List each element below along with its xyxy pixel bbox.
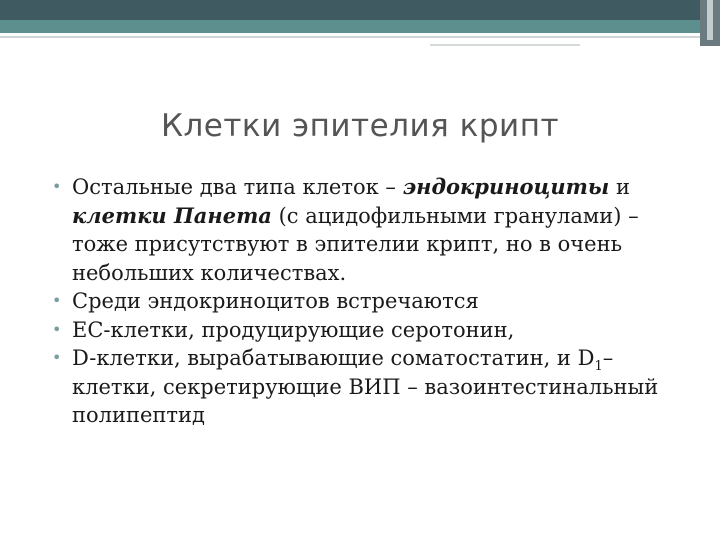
bullet-icon: •	[52, 348, 62, 367]
bullet-text: –клетки, секретирующие ВИП – вазоинтестинальный полипептид	[72, 346, 659, 427]
bullet-item	[52, 287, 672, 316]
header-rule-short	[430, 44, 580, 46]
header-rule-line	[0, 36, 700, 38]
bullet-icon: •	[52, 319, 62, 339]
header-band-dark	[0, 0, 700, 20]
corner-accent-stripe	[707, 0, 713, 40]
bullet-item	[52, 344, 672, 430]
bullet-text: ЕС-клетки, продуцирующие серотонин,	[72, 317, 515, 342]
subscript-index: 1	[594, 359, 603, 375]
bullet-text: D-клетки, вырабатывающие соматостатин, и D	[72, 346, 595, 370]
bullet-text: Остальные два типа клеток –	[72, 175, 403, 199]
bullet-text: (с ацидофильными гранулами) – тоже присутствуют в эпителии крипт, но в очень небольших количествах.	[72, 203, 639, 285]
bullet-icon: •	[52, 177, 62, 196]
bullet-item	[52, 173, 672, 287]
slide-title: Клетки эпителия крипт	[160, 108, 560, 144]
term-endocrinocytes: эндокриноциты	[402, 174, 610, 199]
bullet-text: Среди эндокриноцитов встречаются	[72, 289, 479, 313]
bullet-text: и	[609, 175, 630, 199]
bullet-item	[52, 316, 672, 345]
bullet-icon: •	[52, 291, 62, 310]
header-band-teal	[0, 20, 700, 33]
bullet-list	[52, 173, 672, 430]
term-paneth-cells: клетки Панета	[72, 202, 272, 228]
